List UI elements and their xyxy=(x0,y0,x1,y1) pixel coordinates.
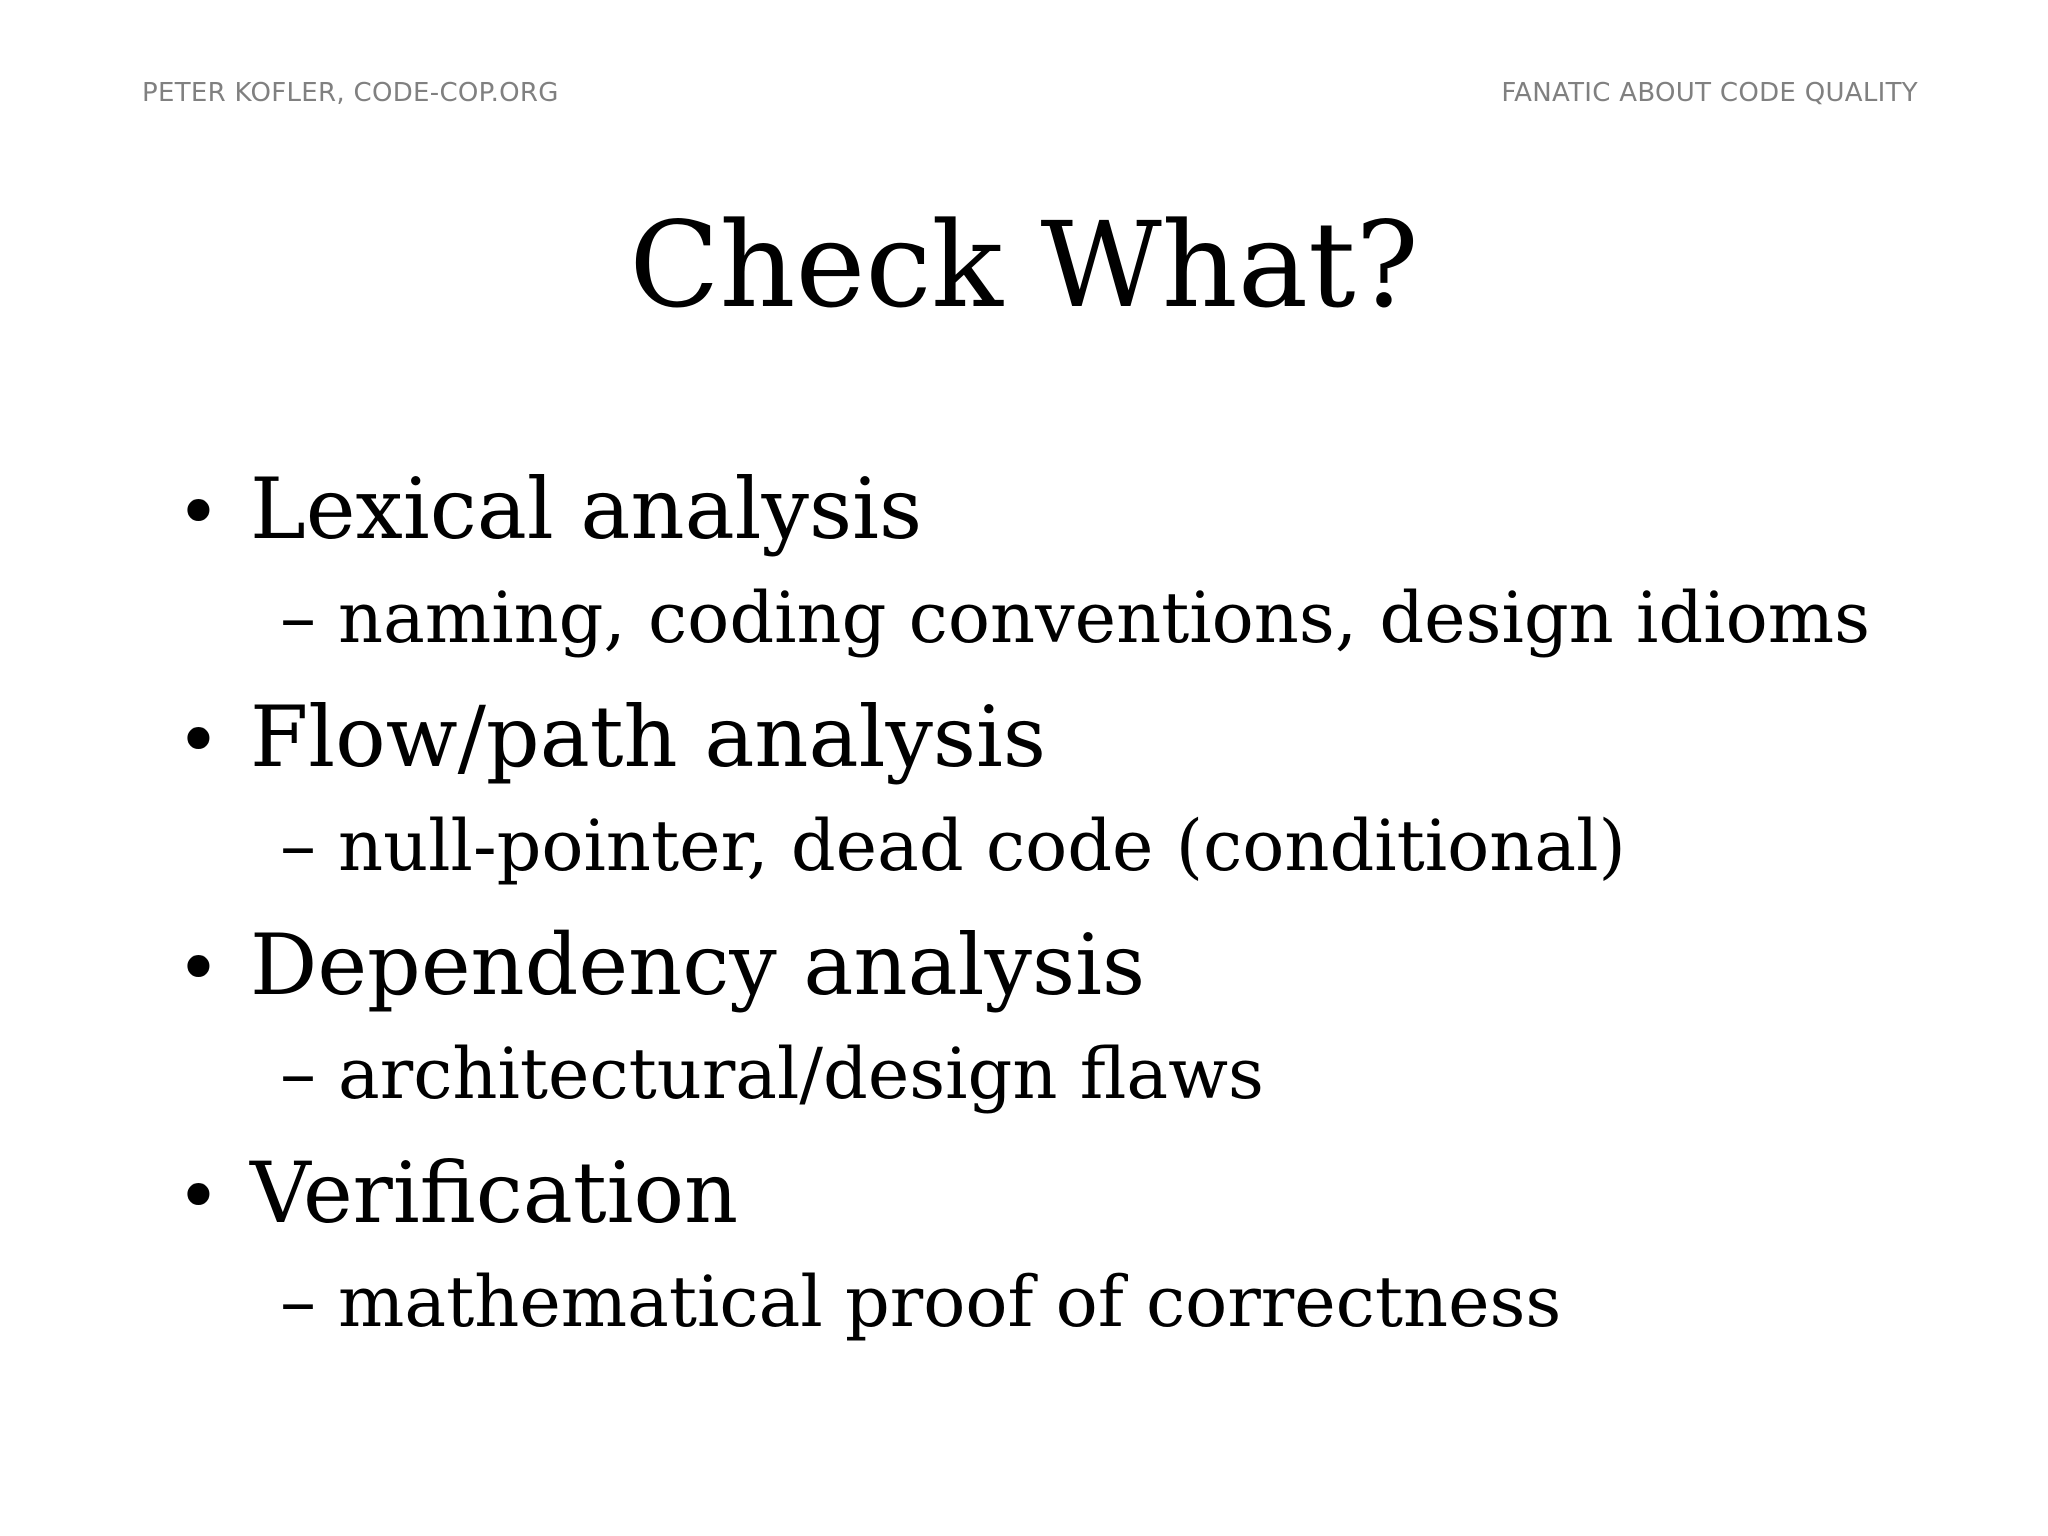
sub-bullet-text: architectural/design flaws xyxy=(338,1033,1264,1115)
bullet-item-verification xyxy=(176,1139,1976,1367)
bullet-item-dependency xyxy=(176,911,1976,1139)
bullet-text: Verification xyxy=(250,1144,739,1242)
dash-icon: – xyxy=(280,575,316,659)
dash-icon: – xyxy=(280,1031,316,1115)
header-tagline: FANATIC ABOUT CODE QUALITY xyxy=(1501,78,1918,108)
bullet-icon: • xyxy=(176,467,221,556)
header-author: PETER KOFLER, CODE-COP.ORG xyxy=(142,78,559,108)
dash-icon: – xyxy=(280,1259,316,1343)
bullet-text: Dependency analysis xyxy=(250,916,1146,1014)
sub-bullet-text: null-pointer, dead code (conditional) xyxy=(338,805,1626,887)
bullet-item-flow xyxy=(176,683,1976,911)
bullet-icon: • xyxy=(176,695,221,784)
bullet-item-lexical xyxy=(176,455,1976,683)
sub-bullet-text: naming, coding conventions, design idioms xyxy=(338,577,1871,659)
bullet-icon: • xyxy=(176,1151,221,1240)
slide-title: Check What? xyxy=(629,196,1419,334)
bullet-icon: • xyxy=(176,923,221,1012)
bullet-list xyxy=(176,455,1976,1367)
sub-bullet-text: mathematical proof of correctness xyxy=(338,1261,1562,1343)
bullet-text: Lexical analysis xyxy=(250,460,923,558)
dash-icon: – xyxy=(280,803,316,887)
bullet-text: Flow/path analysis xyxy=(250,688,1046,786)
